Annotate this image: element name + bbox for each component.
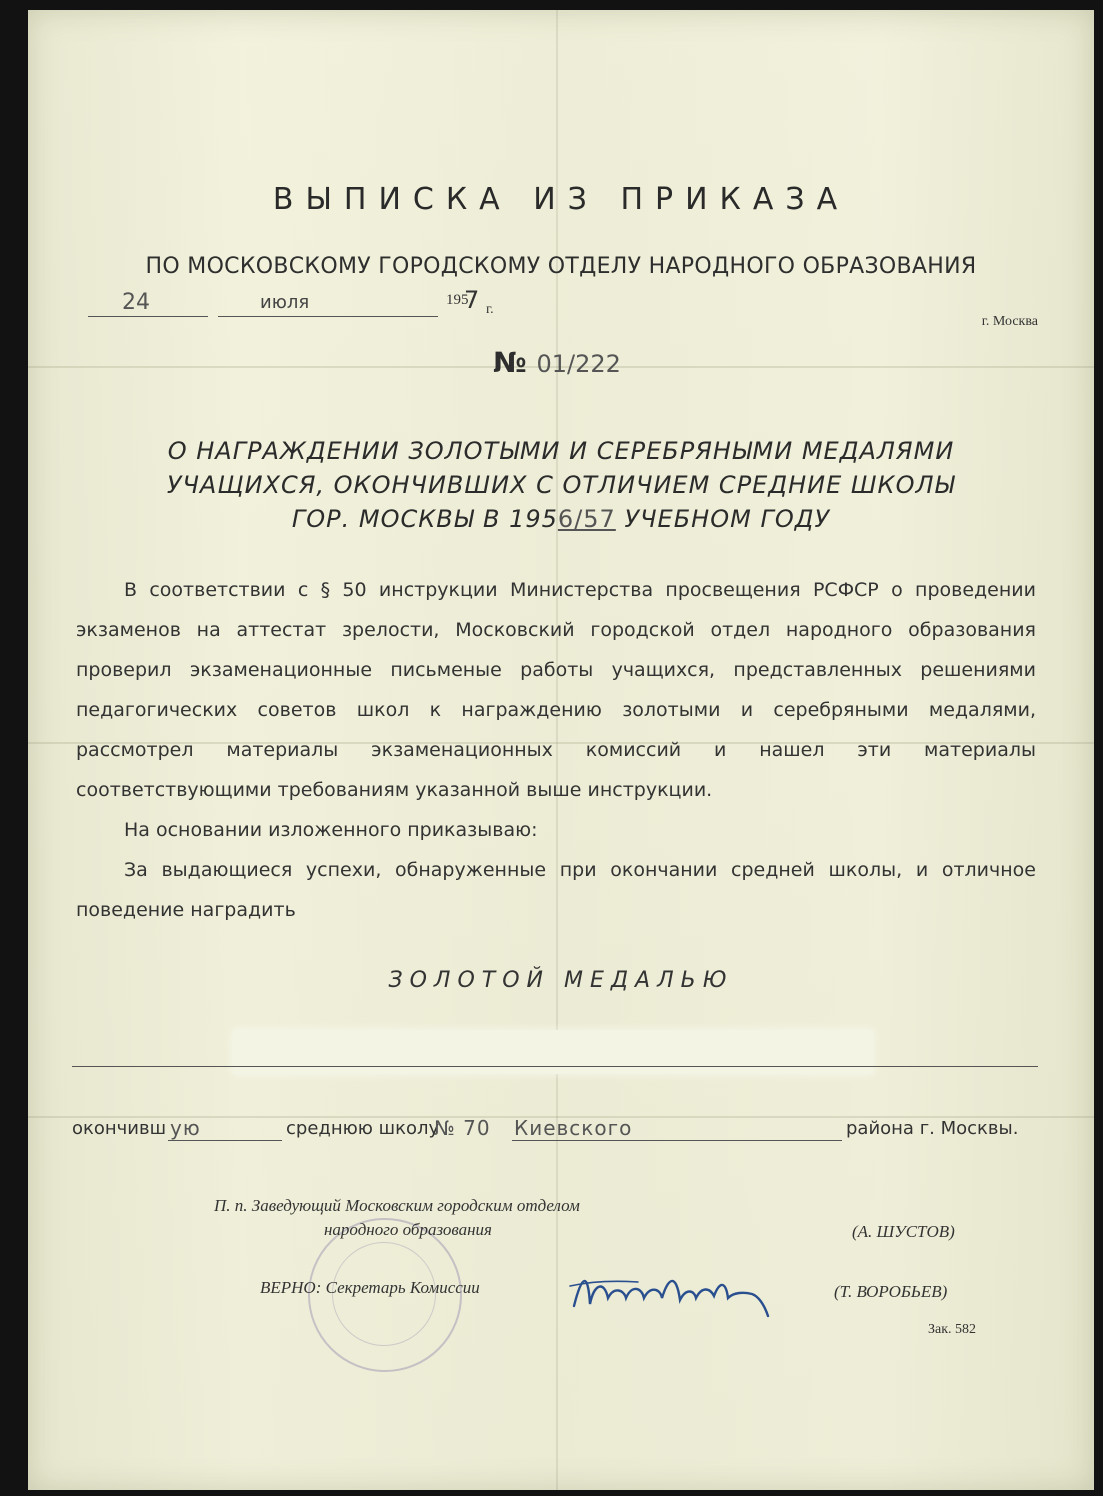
document-title: ВЫПИСКА ИЗ ПРИКАЗА [272,182,850,217]
head-title-line: народного образования [324,1220,492,1239]
document-sheet [28,10,1094,1490]
document-subtitle: ПО МОСКОВСКОМУ ГОРОДСКОМУ ОТДЕЛУ НАРОДНОГО ОБРАЗОВАНИЯ [145,254,977,279]
heading-year-handwritten: 6/57 [557,505,616,533]
graduation-suffix: района г. Москвы. [846,1118,1019,1139]
graduation-school-text: среднюю школу [286,1118,440,1139]
order-number [493,346,621,379]
date-year-suffix: г. [486,302,494,317]
school-number: № 70 [434,1116,491,1140]
body-paragraph: За выдающиеся успехи, обнаруженные при окончании средней школы, и отличное поведение наградить [76,859,1036,921]
head-name: (А. ШУСТОВ) [852,1222,955,1241]
graduation-row [72,1118,1038,1148]
date-year-handwritten: 7 [464,286,480,314]
heading-line: О НАГРАЖДЕНИИ ЗОЛОТЫМИ И СЕРЕБРЯНЫМИ МЕДАЛЯМИ [167,437,955,465]
heading-line: УЧАЩИХСЯ, ОКОНЧИВШИХ С ОТЛИЧИЕМ СРЕДНИЕ ШКОЛЫ [166,471,956,499]
secretary-signature [568,1264,778,1324]
heading-line-suffix: УЧЕБНОМ ГОДУ [624,505,831,533]
signature-stroke [574,1281,768,1316]
date-day: 24 [122,290,150,315]
date-underline [218,316,438,317]
district-name: Киевского [514,1116,633,1140]
order-body [76,570,1036,930]
order-reference: Зак. 582 [928,1322,977,1337]
heading-line-prefix: ГОР. МОСКВЫ В 195 [291,505,558,533]
secretary-name: (Т. ВОРОБЬЕВ) [834,1282,948,1301]
body-paragraph: В соответствии с § 50 инструкции Министерства просвещения РСФСР о проведении экзаменов на аттестат зрелости, Московский городской отдел народного образования проверил экзаменационные письменые работы учащихся, представленных решениями педагогических советов школ к награждению золотыми и серебряными медалями, рассмотрел материалы экзаменационных комиссий и нашел эти материалы соответствующими требованиям указанной выше инструкции. [76,579,1036,801]
order-number-label: № [493,346,527,379]
district-underline [512,1140,842,1141]
date-underline [88,316,208,317]
head-title-line: П. п. Заведующий Московским городским отделом [214,1196,580,1215]
medal-title: ЗОЛОТОЙ МЕДАЛЬЮ [388,968,734,993]
graduation-underline [168,1140,282,1141]
city: г. Москва [981,314,1038,329]
redacted-name [233,1030,873,1074]
order-number-value: 01/222 [536,350,621,378]
name-underline [72,1066,1038,1067]
order-heading [28,434,1094,536]
graduation-prefix: окончивш [72,1118,167,1139]
date-row [88,286,1038,330]
date-month: июля [260,292,310,313]
body-paragraph: На основании изложенного приказываю: [124,819,538,841]
date-year-printed: 195 [446,292,469,308]
heading-line [28,502,1094,536]
graduation-ending: ую [170,1116,201,1140]
secretary-label: ВЕРНО: Секретарь Комиссии [260,1278,480,1297]
